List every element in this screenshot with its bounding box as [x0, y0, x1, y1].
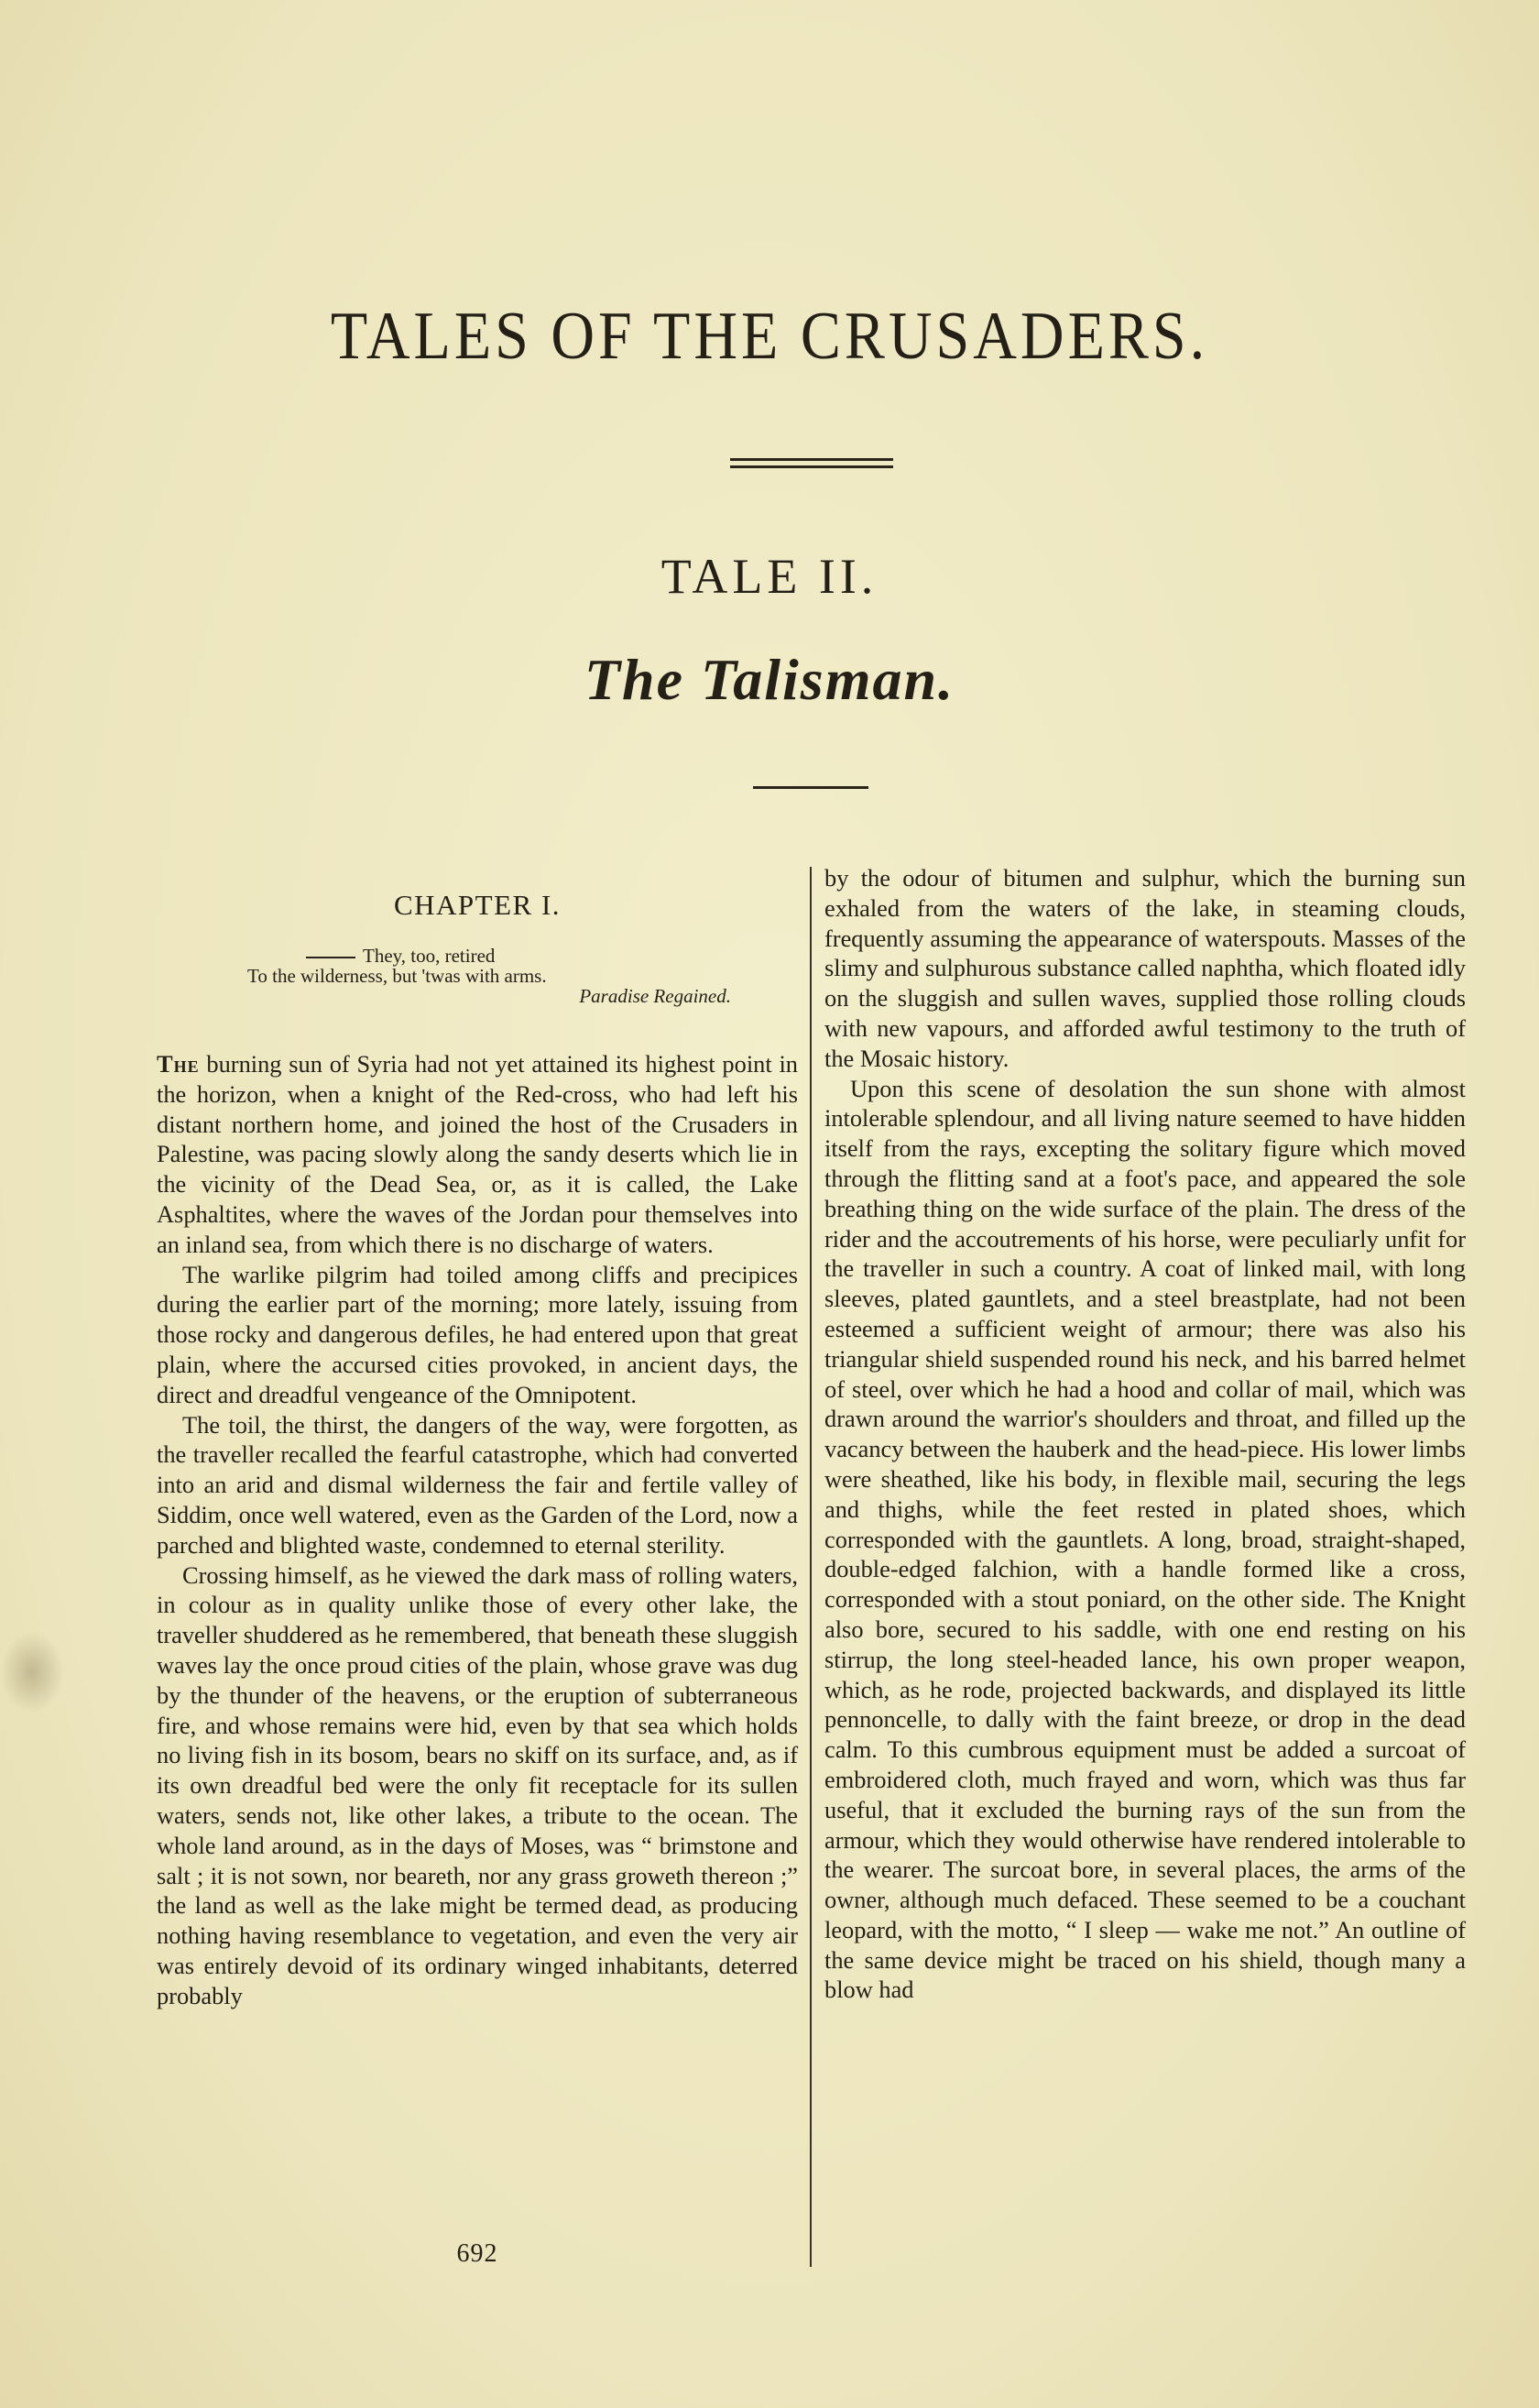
paragraph: The warlike pilgrim had toiled among cliffs and precipices during the earlier part of the morning; more lately, issuing from those rocky and dangerous defiles, he had entered upon that great plain, where the accursed cities provoked, in ancient days, the direct and dreadful vengeance of the Omnipotent.	[157, 1260, 798, 1408]
left-column	[157, 1049, 798, 2011]
chapter-title: CHAPTER I.	[393, 889, 562, 921]
paragraph	[157, 1049, 798, 1260]
book-title: TALES OF THE CRUSADERS.	[330, 299, 1209, 374]
epigraph-source: Paradise Regained.	[579, 985, 731, 1007]
page-number: 692	[456, 2239, 498, 2268]
right-column	[824, 863, 1466, 2005]
tale-rule	[753, 786, 868, 789]
title-double-rule	[730, 458, 893, 468]
column-divider	[810, 867, 812, 2267]
epigraph	[247, 946, 733, 1006]
paragraph: Crossing himself, as he viewed the dark mass of rolling waters, in colour as in quality unlike those of every other lake, the traveller shuddered as he remembered, that beneath these sluggish waves lay the once proud cities of the plain, whose grave was dug by the thunder of the heavens, or the eruption of subterraneous fire, and whose remains were hid, even by that sea which holds no living fish in its bosom, bears no skiff on its surface, and, as if its own dreadful bed were the only fit receptacle for its sullen waters, sends not, like other lakes, a tribute to the ocean. The whole land around, as in the days of Moses, was “ brimstone and salt ; it is not sown, nor beareth, nor any grass groweth thereon ;” the land as well as the lake might be termed dead, as producing nothing having resemblance to vegetation, and even the very air was entirely devoid of its ordinary winged inhabitants, deterred probably	[157, 1560, 798, 2009]
page-stain	[0, 1631, 64, 1713]
paragraph: The toil, the thirst, the dangers of the way, were forgotten, as the traveller recalled the fearful catastrophe, which had converted into an arid and dismal wilderness the fair and fertile valley of Siddim, once well watered, even as the Garden of the Lord, now a parched and blighted waste, condemned to eternal sterility.	[157, 1410, 798, 1559]
tale-number: TALE II.	[660, 549, 879, 604]
tale-name: The Talisman.	[584, 647, 955, 712]
drop-lead: The	[157, 1050, 200, 1078]
epigraph-line-2: To the wilderness, but 'twas with arms.	[247, 965, 547, 987]
paragraph-text: burning sun of Syria had not yet attained its highest point in the horizon, when a knight of the Red-cross, who had left his distant northern home, and joined the host of the Crusaders in Palestine, was pacing slowly along the sandy deserts which lie in the vicinity of the Dead Sea, or, as it is called, the Lake Asphaltites, where the waves of the Jordan pour themselves into an inland sea, from which there is no discharge of waters.	[157, 1050, 798, 1258]
paragraph: Upon this scene of desolation the sun shone with almost intolerable splendour, and all living nature seemed to have hidden itself from the rays, excepting the solitary figure which moved through the flitting sand at a foot's pace, and appeared the sole breathing thing on the wide surface of the plain. The dress of the rider and the accoutrements of his horse, were peculiarly unfit for the traveller in such a country. A coat of linked mail, with long sleeves, plated gauntlets, and a steel breastplate, had not been esteemed a sufficient weight of armour; there was also his triangular shield suspended round his neck, and his barred helmet of steel, over which he had a hood and collar of mail, which was drawn around the warrior's shoulders and throat, and filled up the vacancy between the hauberk and the head-piece. His lower limbs were sheathed, like his body, in flexible mail, securing the legs and thighs, while the feet rested in plated shoes, which corresponded with the gauntlets. A long, broad, straight-shaped, double-edged falchion, with a handle formed like a cross, corresponded with a stout poniard, on the other side. The Knight also bore, secured to his saddle, with one end resting on his stirrup, the long steel-headed lance, his own proper weapon, which, as he rode, projected backwards, and displayed its little pennoncelle, to dally with the faint breeze, or drop in the dead calm. To this cumbrous equipment must be added a surcoat of embroidered cloth, much frayed and worn, which was thus far useful, that it excluded the burning rays of the sun from the armour, which they would otherwise have rendered intolerable to the wearer. The surcoat bore, in several places, the arms of the owner, although much defaced. These seemed to be a couchant leopard, with the motto, “ I sleep — wake me not.” An outline of the same device might be traced on his shield, though many a blow had	[824, 1074, 1466, 2004]
epigraph-line-1: They, too, retired	[247, 946, 733, 966]
paragraph: by the odour of bitumen and sulphur, which the burning sun exhaled from the waters of the lake, in steaming clouds, frequently assuming the appearance of waterspouts. Masses of the slimy and sulphurous substance called naphtha, which floated idly on the sluggish and sullen waves, supplied those rolling clouds with new vapours, and afforded awful testimony to the truth of the Mosaic history.	[824, 864, 1466, 1072]
